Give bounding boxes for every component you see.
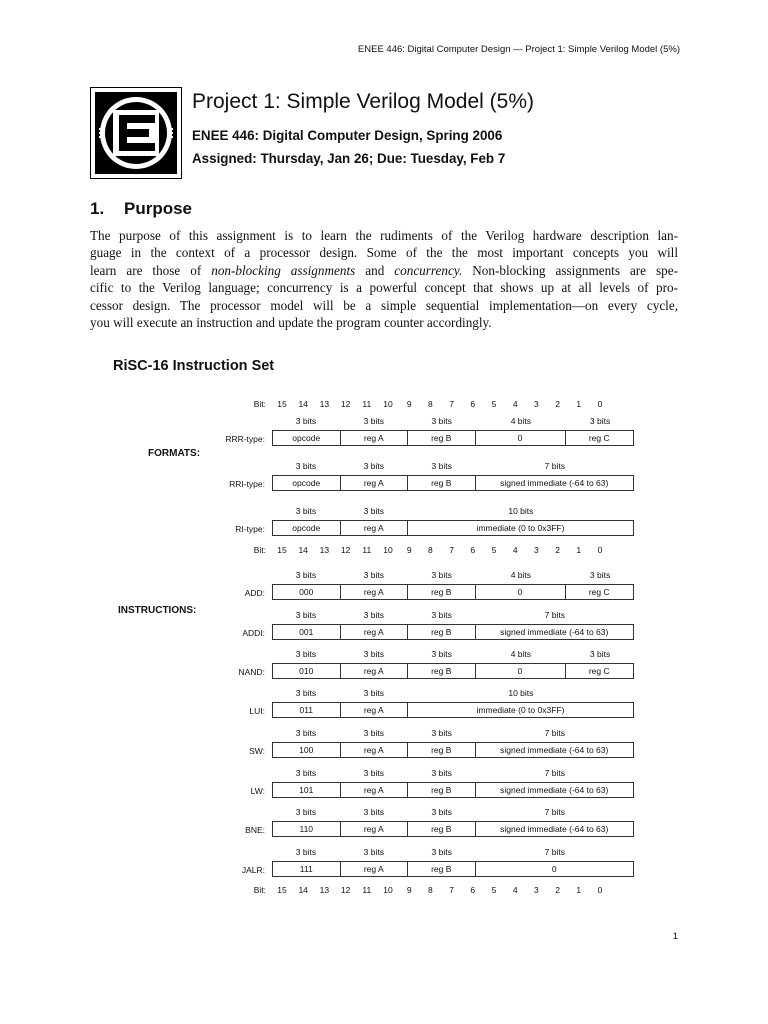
field-size-label: 3 bits bbox=[295, 807, 317, 817]
instr-sw-encoding bbox=[272, 742, 634, 758]
encoding-field: 0 bbox=[551, 864, 557, 874]
encoding-field: 110 bbox=[273, 822, 341, 836]
bit-number: 9 bbox=[406, 399, 412, 409]
format-rri-label: RRI-type: bbox=[229, 479, 265, 489]
field-size-label: 3 bits bbox=[589, 570, 611, 580]
field-size-label: 3 bits bbox=[589, 416, 611, 426]
bit-number: 14 bbox=[298, 399, 308, 409]
field-size-label: 4 bits bbox=[510, 570, 532, 580]
bit-number: 8 bbox=[428, 399, 433, 409]
purpose-line: cessor design. The processor model will be a simple sequential implementation—on every cycle, bbox=[90, 297, 678, 313]
section-number: 1. bbox=[90, 199, 105, 218]
purpose-line: you will execute an instruction and update the program counter accordingly. bbox=[90, 315, 492, 331]
instr-bne-encoding bbox=[272, 821, 634, 837]
encoding-field: reg B bbox=[408, 862, 476, 876]
course-line: ENEE 446: Digital Computer Design, Spring 2006 bbox=[192, 128, 503, 143]
bit-number: 2 bbox=[555, 399, 560, 409]
format-rrr-encoding bbox=[272, 430, 634, 446]
bit-number: 4 bbox=[512, 885, 518, 895]
encoding-field: reg B bbox=[408, 822, 476, 836]
bit-number: 10 bbox=[383, 885, 393, 895]
field-size-label: 3 bits bbox=[363, 461, 384, 471]
dates-line: Assigned: Thursday, Jan 26; Due: Tuesday, Feb 7 bbox=[192, 151, 506, 166]
page-number: 1 bbox=[672, 931, 678, 942]
emphasis-concurrency: concurrency. bbox=[394, 262, 463, 278]
field-size-label: 3 bits bbox=[363, 506, 384, 516]
encoding-field: reg B bbox=[408, 585, 476, 599]
instr-lui-encoding bbox=[272, 702, 634, 718]
field-size-label: 4 bits bbox=[510, 416, 532, 426]
encoding-field: signed immediate (-64 to 63) bbox=[500, 824, 609, 834]
encoding-field: reg C bbox=[588, 433, 610, 443]
field-size-label: 7 bits bbox=[544, 807, 565, 817]
instr-add-label: ADD: bbox=[244, 588, 265, 598]
instr-jalr-label: JALR: bbox=[241, 865, 265, 875]
field-size-label: 7 bits bbox=[544, 461, 565, 471]
encoding-field: reg A bbox=[341, 521, 409, 535]
instructions-label: INSTRUCTIONS: bbox=[118, 605, 197, 616]
encoding-field: 001 bbox=[273, 625, 341, 639]
encoding-field: reg A bbox=[341, 703, 409, 717]
encoding-field: reg A bbox=[341, 476, 409, 490]
format-rri-encoding bbox=[272, 475, 634, 491]
encoding-field: reg A bbox=[341, 862, 409, 876]
bit-number: 13 bbox=[319, 399, 330, 409]
bit-number: 2 bbox=[555, 545, 560, 555]
bit-number: 6 bbox=[470, 885, 476, 895]
format-rrr-label: RRR-type: bbox=[225, 434, 265, 444]
field-size-label: 3 bits bbox=[363, 847, 384, 857]
encoding-field: reg B bbox=[408, 476, 476, 490]
logo-emblem-icon bbox=[91, 88, 181, 178]
bit-number: 9 bbox=[406, 545, 412, 555]
field-size-label: 3 bits bbox=[363, 728, 384, 738]
bit-number: 6 bbox=[470, 399, 476, 409]
encoding-field: immediate (0 to 0x3FF) bbox=[476, 523, 565, 533]
bit-number: 10 bbox=[383, 399, 393, 409]
bit-number: 13 bbox=[319, 545, 330, 555]
encoding-field: reg A bbox=[341, 625, 409, 639]
bit-number: 0 bbox=[597, 885, 603, 895]
isa-title: RiSC-16 Instruction Set bbox=[113, 358, 275, 374]
field-size-label: 3 bits bbox=[363, 610, 384, 620]
encoding-field: 100 bbox=[273, 743, 341, 757]
field-size-label: 3 bits bbox=[295, 416, 317, 426]
field-size-label: 3 bits bbox=[431, 728, 452, 738]
bit-number: 8 bbox=[428, 885, 433, 895]
bit-number: 12 bbox=[340, 545, 351, 555]
field-size-label: 3 bits bbox=[295, 728, 317, 738]
field-size-label: 3 bits bbox=[431, 807, 452, 817]
field-size-label: 3 bits bbox=[589, 649, 611, 659]
instr-add-encoding bbox=[272, 584, 634, 600]
bit-number: 15 bbox=[277, 545, 287, 555]
encoding-field: signed immediate (-64 to 63) bbox=[500, 785, 609, 795]
bit-number: 14 bbox=[298, 885, 308, 895]
field-size-label: 3 bits bbox=[295, 688, 317, 698]
bit-number: 5 bbox=[491, 399, 497, 409]
bit-number: 7 bbox=[449, 399, 454, 409]
bit-row-label: Bit: bbox=[253, 545, 266, 555]
bit-number: 10 bbox=[383, 545, 393, 555]
encoding-field: 010 bbox=[273, 664, 341, 678]
encoding-field: reg B bbox=[408, 625, 476, 639]
bit-row-label: Bit: bbox=[253, 885, 266, 895]
encoding-field: reg A bbox=[341, 431, 409, 445]
bit-row-label: Bit: bbox=[253, 399, 266, 409]
bit-number: 12 bbox=[340, 399, 351, 409]
bit-number: 3 bbox=[534, 399, 539, 409]
instr-sw-label: SW: bbox=[249, 746, 265, 756]
bit-number: 1 bbox=[576, 399, 582, 409]
emphasis-nonblocking: non-blocking assignments bbox=[211, 262, 356, 278]
purpose-line: cific to the Verilog language; concurrency is a powerful concept that shows up at all levels of pro- bbox=[90, 280, 678, 296]
instr-lui-label: LUI: bbox=[249, 706, 265, 716]
instr-lw-encoding bbox=[272, 782, 634, 798]
encoding-field: 000 bbox=[273, 585, 341, 599]
instr-addi-label: ADDI: bbox=[242, 628, 265, 638]
instr-bne-label: BNE: bbox=[245, 825, 265, 835]
bit-number: 9 bbox=[406, 885, 412, 895]
bit-number: 12 bbox=[340, 885, 351, 895]
format-ri-encoding bbox=[272, 520, 634, 536]
bit-number: 14 bbox=[298, 545, 308, 555]
bit-number: 7 bbox=[449, 545, 454, 555]
encoding-field: signed immediate (-64 to 63) bbox=[500, 478, 609, 488]
field-size-label: 3 bits bbox=[431, 847, 452, 857]
encoding-field: reg A bbox=[341, 743, 409, 757]
bit-number: 3 bbox=[534, 885, 539, 895]
field-size-label: 7 bits bbox=[544, 847, 565, 857]
bit-number: 0 bbox=[597, 545, 603, 555]
bit-number: 4 bbox=[512, 399, 518, 409]
encoding-field: 101 bbox=[273, 783, 341, 797]
encoding-field: signed immediate (-64 to 63) bbox=[500, 627, 609, 637]
purpose-line: The purpose of this assignment is to learn the rudiments of the Verilog hardware description lan- bbox=[90, 228, 678, 243]
field-size-label: 3 bits bbox=[431, 649, 452, 659]
bit-number: 4 bbox=[512, 545, 518, 555]
encoding-field: reg C bbox=[588, 666, 610, 676]
bit-number: 1 bbox=[576, 545, 582, 555]
field-size-label: 7 bits bbox=[544, 610, 565, 620]
instr-nand-label: NAND: bbox=[238, 667, 265, 677]
encoding-field: reg A bbox=[341, 585, 409, 599]
bit-number: 8 bbox=[428, 545, 433, 555]
encoding-field: 0 bbox=[476, 431, 566, 445]
bit-number: 1 bbox=[576, 885, 582, 895]
encoding-field: 0 bbox=[476, 585, 566, 599]
bit-number: 6 bbox=[470, 545, 476, 555]
field-size-label: 3 bits bbox=[431, 461, 452, 471]
formats-label: FORMATS: bbox=[148, 448, 201, 459]
bit-number: 11 bbox=[362, 545, 372, 555]
field-size-label: 3 bits bbox=[363, 768, 384, 778]
bit-number: 2 bbox=[555, 885, 560, 895]
bit-number: 0 bbox=[597, 399, 603, 409]
field-size-label: 10 bits bbox=[508, 688, 534, 698]
field-size-label: 3 bits bbox=[295, 461, 317, 471]
field-size-label: 3 bits bbox=[363, 649, 384, 659]
instr-jalr-encoding bbox=[272, 861, 634, 877]
encoding-field: opcode bbox=[273, 521, 341, 535]
bit-number: 3 bbox=[534, 545, 539, 555]
purpose-line: learn are those of non-blocking assignments and concurrency. Non-blocking assignments are spe- bbox=[90, 262, 678, 278]
field-size-label: 3 bits bbox=[431, 610, 452, 620]
field-size-label: 10 bits bbox=[508, 506, 534, 516]
encoding-field: 011 bbox=[273, 703, 341, 717]
purpose-line: guage in the context of a processor design. Some of the the most important concepts you will bbox=[90, 245, 678, 261]
field-size-label: 3 bits bbox=[363, 416, 384, 426]
format-ri-label: RI-type: bbox=[235, 524, 265, 534]
bit-number: 13 bbox=[319, 885, 330, 895]
university-logo bbox=[90, 87, 182, 179]
bit-number: 5 bbox=[491, 885, 497, 895]
field-size-label: 3 bits bbox=[431, 768, 452, 778]
encoding-field: opcode bbox=[273, 431, 341, 445]
encoding-field: opcode bbox=[273, 476, 341, 490]
document-title: Project 1: Simple Verilog Model (5%) bbox=[192, 90, 534, 113]
field-size-label: 3 bits bbox=[431, 416, 452, 426]
encoding-field: reg A bbox=[341, 664, 409, 678]
encoding-field: reg B bbox=[408, 743, 476, 757]
bit-number: 11 bbox=[362, 399, 372, 409]
field-size-label: 3 bits bbox=[363, 807, 384, 817]
encoding-field: immediate (0 to 0x3FF) bbox=[476, 705, 565, 715]
field-size-label: 3 bits bbox=[295, 768, 317, 778]
encoding-field: signed immediate (-64 to 63) bbox=[500, 745, 609, 755]
field-size-label: 3 bits bbox=[295, 506, 317, 516]
encoding-field: 111 bbox=[273, 862, 341, 876]
encoding-field: reg A bbox=[341, 783, 409, 797]
field-size-label: 3 bits bbox=[295, 570, 317, 580]
bit-number: 5 bbox=[491, 545, 497, 555]
field-size-label: 3 bits bbox=[431, 570, 452, 580]
running-header: ENEE 446: Digital Computer Design — Project 1: Simple Verilog Model (5%) bbox=[357, 44, 680, 55]
encoding-field: reg B bbox=[408, 664, 476, 678]
field-size-label: 3 bits bbox=[295, 649, 317, 659]
bit-number: 7 bbox=[449, 885, 454, 895]
field-size-label: 3 bits bbox=[295, 610, 317, 620]
bit-number: 11 bbox=[362, 885, 372, 895]
field-size-label: 3 bits bbox=[363, 688, 384, 698]
bit-number: 15 bbox=[277, 885, 287, 895]
encoding-field: 0 bbox=[476, 664, 566, 678]
section-title: Purpose bbox=[124, 199, 193, 218]
encoding-field: reg B bbox=[408, 431, 476, 445]
encoding-field: reg A bbox=[341, 822, 409, 836]
field-size-label: 3 bits bbox=[363, 570, 384, 580]
section-heading bbox=[90, 199, 192, 219]
field-size-label: 3 bits bbox=[295, 847, 317, 857]
instr-addi-encoding bbox=[272, 624, 634, 640]
bit-number: 15 bbox=[277, 399, 287, 409]
field-size-label: 7 bits bbox=[544, 768, 565, 778]
purpose-paragraph bbox=[90, 227, 678, 331]
instr-lw-label: LW: bbox=[250, 786, 265, 796]
encoding-field: reg C bbox=[588, 587, 610, 597]
instr-nand-encoding bbox=[272, 663, 634, 679]
field-size-label: 7 bits bbox=[544, 728, 565, 738]
encoding-field: reg B bbox=[408, 783, 476, 797]
field-size-label: 4 bits bbox=[510, 649, 532, 659]
